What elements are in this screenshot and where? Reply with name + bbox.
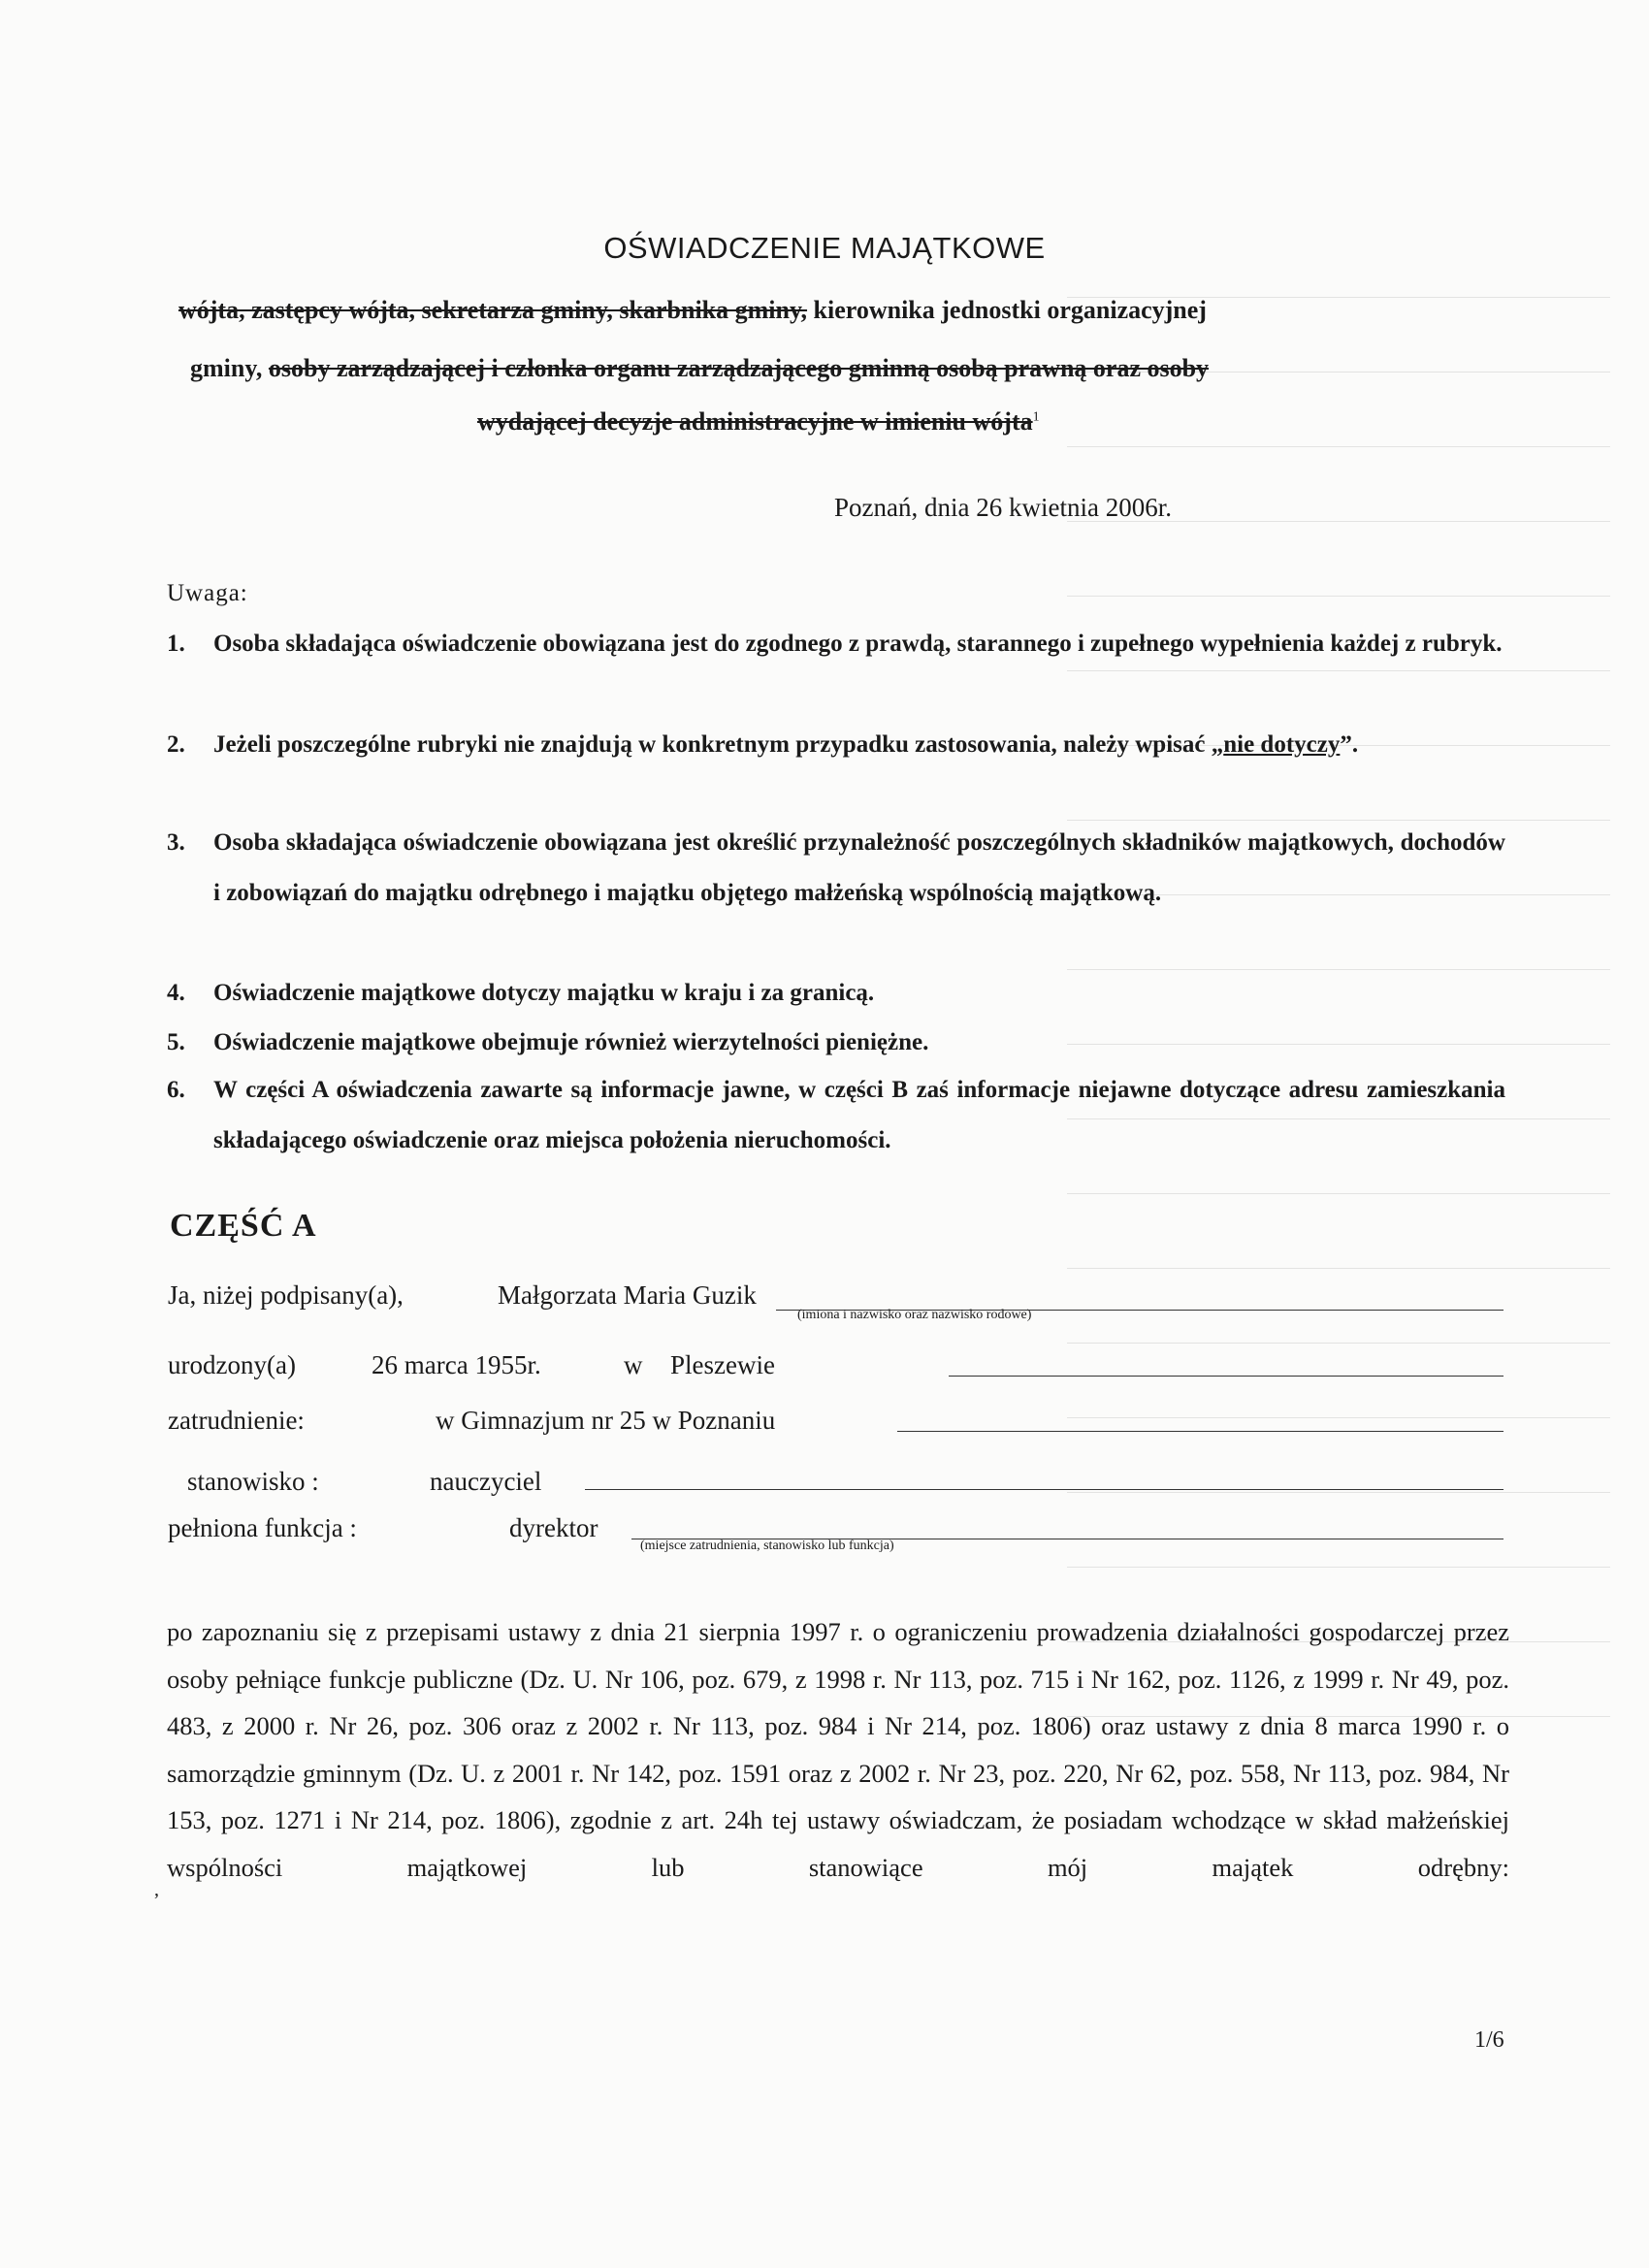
position-underline	[585, 1489, 1504, 1490]
note-text: Osoba składająca oświadczenie obowiązana jest określić przynależność poszczególnych składników majątkowych, dochodów i zobowiązań do majątku odrębnego i majątku objętego małżeńską wspólnością majątkową.	[213, 829, 1505, 906]
scan-mark: ’	[153, 1890, 160, 1911]
header-line-1	[178, 296, 1207, 325]
full-name-value: Małgorzata Maria Guzik	[498, 1280, 757, 1310]
note-underlined-text: nie dotyczy	[1223, 731, 1341, 758]
note-item	[167, 619, 1505, 669]
declaration-paragraph: po zapoznaniu się z przepisami ustawy z dnia 21 sierpnia 1997 r. o ograniczeniu prowadzenia działalności gospodarczej przez osoby pełniące funkcje publiczne (Dz. U. Nr 106, poz. 679, z 1998 r. Nr 113, poz. 715 i Nr 162, poz. 1126, z 1999 r. Nr 49, poz. 483, z 2000 r. Nr 26, poz. 306 oraz z 2002 r. Nr 113, poz. 984 i Nr 214, poz. 1806) oraz ustawy z dnia 8 marca 1990 r. o samorządzie gminnym (Dz. U. z 2001 r. Nr 142, poz. 1591 oraz z 2002 r. Nr 23, poz. 220, Nr 62, poz. 558, Nr 113, poz. 984, Nr 153, poz. 1271 i Nr 214, poz. 1806), zgodnie z art. 24h tej ustawy oświadczam, że posiadam wchodzące w skład małżeńskiej wspólności majątkowej lub stanowiące mój majątek odrębny:	[167, 1617, 1509, 1882]
note-number: 5.	[167, 1029, 185, 1055]
note-text-part: ”.	[1340, 731, 1359, 758]
note-text: W części A oświadczenia zawarte są informacje jawne, w części B zaś informacje niejawne dotyczące adresu zamieszkania składającego oświadczenie oraz miejsca położenia nieruchomości.	[213, 1077, 1505, 1153]
birth-place-value: Pleszewie	[670, 1350, 775, 1379]
note-number: 2.	[167, 731, 185, 758]
born-label: urodzony(a)	[168, 1350, 296, 1379]
page-number: 1/6	[1474, 2027, 1504, 2053]
signed-label: Ja, niżej podpisany(a),	[168, 1280, 404, 1310]
employment-label: zatrudnienie:	[168, 1406, 305, 1435]
birthplace-prefix: w	[624, 1350, 643, 1379]
note-item	[167, 968, 1505, 1019]
employment-value: w Gimnazjum nr 25 w Poznaniu	[436, 1406, 776, 1435]
place-and-date: Poznań, dnia 26 kwietnia 2006r.	[834, 493, 1172, 522]
notes-label: Uwaga:	[167, 580, 248, 606]
header-kept-text: kierownika jednostki organizacyjnej	[807, 296, 1207, 324]
note-text-part: Jeżeli poszczególne rubryki nie znajdują w konkretnym przypadku zastosowania, należy wpisać „	[213, 731, 1224, 758]
document-title: OŚWIADCZENIE MAJĄTKOWE	[603, 231, 1046, 265]
function-label: pełniona funkcja :	[168, 1513, 357, 1542]
note-number: 4.	[167, 980, 185, 1006]
note-text: Oświadczenie majątkowe dotyczy majątku w kraju i za granicą.	[213, 980, 875, 1006]
footnote-mark: 1	[1032, 409, 1040, 425]
note-item	[167, 1018, 1505, 1068]
birth-underline	[949, 1376, 1504, 1377]
birth-date-value: 26 marca 1955r.	[372, 1350, 541, 1379]
note-item	[167, 1065, 1505, 1166]
header-struck-text: osoby zarządzającej i członka organu zarządzającego gminną osobą prawną oraz osoby	[268, 354, 1210, 382]
header-line-2	[190, 354, 1209, 383]
note-number: 3.	[167, 829, 185, 856]
note-item	[167, 818, 1505, 919]
work-hint: (miejsce zatrudnienia, stanowisko lub funkcja)	[640, 1539, 894, 1553]
note-number: 1.	[167, 631, 185, 657]
note-text: Oświadczenie majątkowe obejmuje również wierzytelności pieniężne.	[213, 1029, 929, 1055]
note-number: 6.	[167, 1077, 185, 1103]
header-line-3	[477, 407, 1040, 437]
header-kept-text: gminy,	[190, 354, 269, 382]
employment-underline	[897, 1431, 1504, 1432]
function-value: dyrektor	[509, 1513, 598, 1542]
part-a-heading: CZĘŚĆ A	[170, 1208, 317, 1244]
position-value: nauczyciel	[430, 1467, 542, 1496]
note-text: Osoba składająca oświadczenie obowiązana jest do zgodnego z prawdą, starannego i zupełnego wypełnienia każdej z rubryk.	[213, 631, 1503, 657]
note-item	[167, 720, 1505, 770]
note-text	[167, 720, 1505, 770]
name-hint: (imiona i nazwisko oraz nazwisko rodowe)	[797, 1308, 1032, 1322]
position-label: stanowisko :	[187, 1467, 319, 1496]
header-struck-text: wydającej decyzje administracyjne w imieniu wójta	[477, 407, 1033, 436]
header-struck-text: wójta, zastępcy wójta, sekretarza gminy, skarbnika gminy,	[178, 296, 808, 324]
